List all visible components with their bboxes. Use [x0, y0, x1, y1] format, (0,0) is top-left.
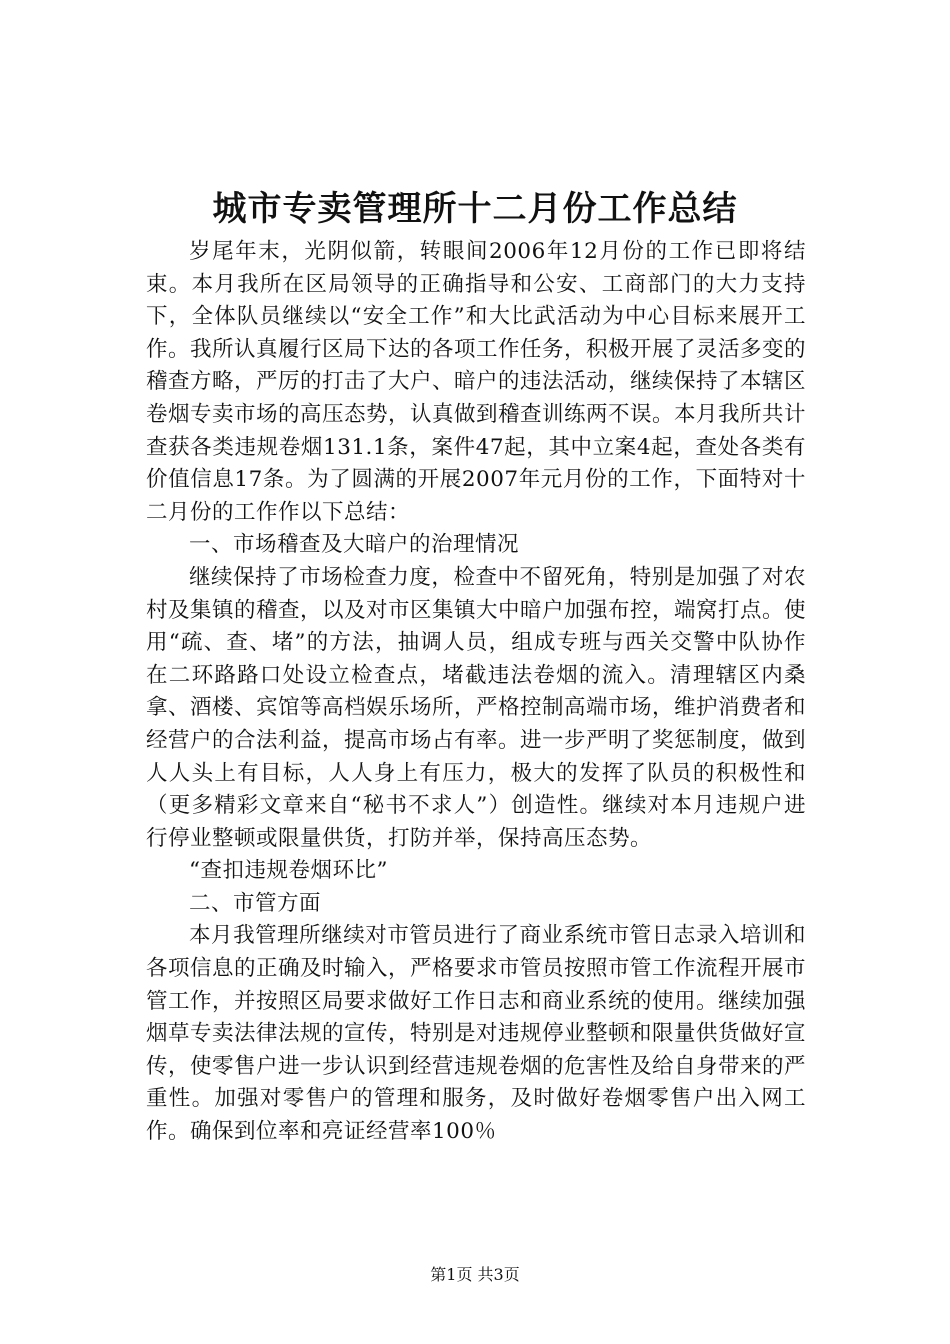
chart-caption-seized-cigarettes: “查扣违规卷烟环比” — [189, 858, 388, 884]
paragraph-market-inspection: 继续保持了市场检查力度，检查中不留死角，特别是加强了对农村及集镇的稽查，以及对市区集镇大中暗户加强布控，端窝打点。使用“疏、查、堵”的方法，抽调人员，组成专班与西关交警中队协作在二环路路口处设立检查点，堵截违法卷烟的流入。清理辖区内桑拿、酒楼、宾馆等高档娱乐场所，严格控制高端市场，维护消费者和经营户的合法利益，提高市场占有率。进一步严明了奖惩制度，做到人人头上有目标，人人身上有压力，极大的发挥了队员的积极性和（更多精彩文章来自“秘书不求人”）创造性。继续对本月违规户进行停业整顿或限量供货，打防并举，保持高压态势。 — [146, 564, 807, 851]
paragraph-market-management: 本月我管理所继续对市管员进行了商业系统市管日志录入培训和各项信息的正确及时输入，严格要求市管员按照市管工作流程开展市管工作，并按照区局要求做好工作日志和商业系统的使用。继续加强烟草专卖法律法规的宣传，特别是对违规停业整顿和限量供货做好宣传，使零售户进一步认识到经营违规卷烟的危害性及给自身带来的严重性。加强对零售户的管理和服务，及时做好卷烟零售户出入网工作。确保到位率和亮证经营率100％ — [146, 923, 807, 1145]
page-number-footer: 第1页 共3页 — [430, 1265, 520, 1284]
paragraph-intro: 岁尾年末，光阴似箭，转眼间2006年12月份的工作已即将结束。本月我所在区局领导的正确指导和公安、工商部门的大力支持下，全体队员继续以“安全工作”和大比武活动为中心目标来展开工作。我所认真履行区局下达的各项工作任务，积极开展了灵活多变的稽查方略，严厉的打击了大户、暗户的违法活动，继续保持了本辖区卷烟专卖市场的高压态势，认真做到稽查训练两不误。本月我所共计查获各类违规卷烟131.1条，案件47起，其中立案4起，查处各类有价值信息17条。为了圆满的开展2007年元月份的工作，下面特对十二月份的工作作以下总结： — [146, 239, 807, 525]
section-heading-market-inspection: 一、市场稽查及大暗户的治理情况 — [189, 532, 520, 558]
document-title: 城市专卖管理所十二月份工作总结 — [212, 189, 738, 229]
document-body — [146, 236, 806, 1149]
section-heading-market-management: 二、市管方面 — [189, 890, 322, 916]
